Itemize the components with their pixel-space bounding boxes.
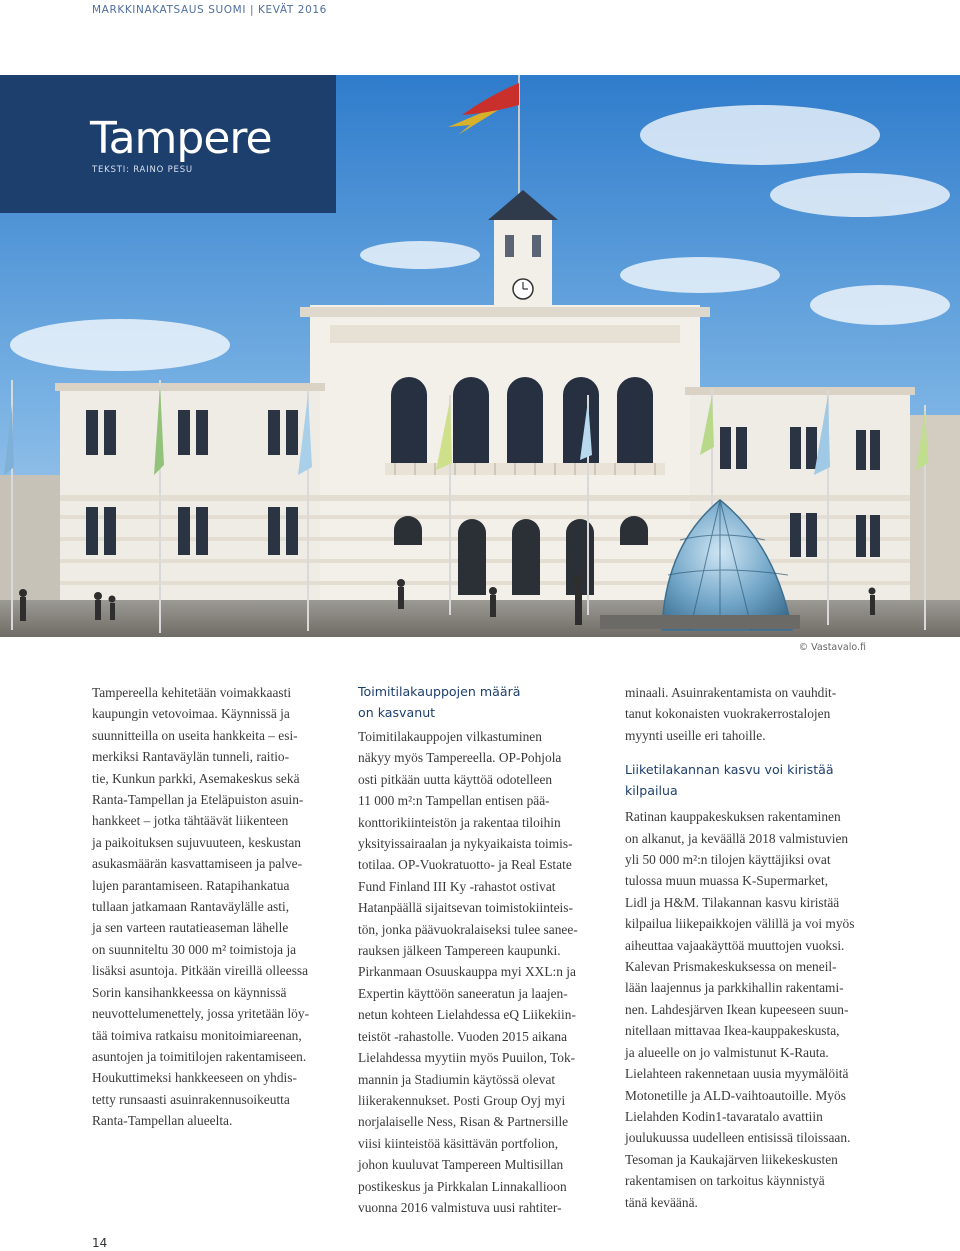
body-line: Expertin käyttöön saneeratun ja laajen- [358,985,568,1001]
body-line: johon kuuluvat Tampereen Multisillan [358,1157,564,1173]
body-line: tön, jonka päävuokralaiseksi tulee sanee- [358,921,578,937]
body-line: tanut kokonaisten vuokrakerrostalojen [625,706,831,722]
article-byline: TEKSTI: RAINO PESU [92,165,193,175]
body-line: konttorikiinteistön ja rakentaa tiloihin [358,814,561,830]
body-line: asukasmäärän kasvattamiseen ja palve- [92,856,303,872]
subhead-line: kilpailua [625,782,678,798]
body-line: näkyy myös Tampereella. OP-Pohjola [358,750,562,766]
body-line: lään laajennus ja parkkihallin rakentami- [625,980,844,996]
body-line: joulukuussa uudelleen entisissä tiloissaan. [625,1130,851,1146]
body-line: Fund Finland III Ky -rahastot ostivat [358,878,556,894]
body-line: on alkanut, ja keväällä 2018 valmistuvien [625,830,849,846]
running-head: MARKKINAKATSAUS SUOMI | KEVÄT 2016 [92,4,327,16]
body-line: asuntojen ja toimitilojen rakentamiseen. [92,1048,307,1064]
body-line: ja alueelle on jo valmistunut K-Rauta. [625,1044,829,1060]
body-line: Sorin kansihankkeessa on käynnissä [92,984,287,1000]
body-line: nen. Lahdesjärven Ikean kupeeseen suun- [625,1001,849,1017]
body-line: Tampereella kehitetään voimakkaasti [92,685,292,700]
body-line: neuvottelumenettely, jossa yritetään löy- [92,1006,310,1022]
body-line: Lielahteen rakennetaan uusia myymälöitä [625,1066,849,1082]
body-line: viisi kiinteistöä käsittävän portfolion, [358,1135,559,1151]
body-line: yksityissairaalan ja nykyaikaista toimis- [358,836,573,852]
body-line: Lielahden Kodin1-tavaratalo avattiin [625,1108,823,1124]
body-line: tää toimiva ratkaisu monitoimiareenan, [92,1027,302,1043]
body-line: vuonna 2016 valmistuva uusi rahtiter- [358,1199,562,1215]
article-title: Tampere [90,113,272,164]
body-line: osti pitkään uutta käyttöä odotelleen [358,771,553,787]
section-heading [625,760,875,801]
body-line: tänä keväänä. [625,1194,698,1210]
body-line: myynti useille eri tahoille. [625,727,766,743]
body-line: tulossa muun muassa K-Supermarket, [625,873,829,889]
body-line: on suunniteltu 30 000 m² toimistoja ja [92,941,297,957]
body-line: Lidl ja H&M. Tilakannan kasvu kiristää [625,894,840,910]
body-line: lisäksi asuntoja. Pitkään vireillä olleessa [92,963,309,979]
column-1 [92,682,338,1132]
subhead-line: Toimitilakauppojen määrä [358,684,521,699]
body-line: Ranta-Tampellan alueelta. [92,1113,233,1129]
body-line: nitellaan mittavaa Ikea-kauppakeskusta, [625,1023,840,1039]
body-line: Pirkanmaan Osuuskauppa myi XXL:n ja [358,964,576,980]
body-line: Ratinan kauppakeskuksen rakentaminen [625,809,841,825]
page-number: 14 [92,1236,108,1250]
body-line: kilpailua liikepaikkojen välillä ja voi myös [625,916,855,932]
body-line: ja sen varteen rautatieaseman lähelle [92,920,289,936]
body-line: aiheuttaa vajaakäyttöä muuttojen vuoksi. [625,937,845,953]
body-line: liikerakennukset. Posti Group Oyj myi [358,1092,566,1108]
body-line: teistöt -rahastolle. Vuoden 2015 aikana [358,1028,568,1044]
title-box [0,75,336,213]
body-line: ja paikoituksen sujuvuuteen, keskustan [92,834,302,850]
body-line: suunnitteilla on useita hankkeita – esi- [92,727,298,743]
body-line: hankkeet – jotka tähtäävät liikenteen [92,813,289,829]
body-line: tie, Kunkun parkki, Asemakeskus sekä [92,770,300,786]
body-line: Lielahdessa myytiin myös Puuilon, Tok- [358,1050,576,1066]
body-line: totilaa. OP-Vuokratuotto- ja Real Estate [358,857,572,873]
body-line: mannin ja Stadiumin käytössä olevat [358,1071,556,1087]
body-line: postikeskus ja Pirkkalan Linnakallioon [358,1178,567,1194]
body-line: Motonetille ja ALD-vaihtoautoille. Myös [625,1087,846,1103]
subhead-line: on kasvanut [358,704,436,720]
body-line: merkiksi Rantaväylän tunneli, raitio- [92,749,290,765]
subhead-line: Liiketilakannan kasvu voi kiristää [625,762,834,778]
body-line: Toimitilakauppojen vilkastuminen [358,729,542,744]
body-line: rakentamisen on tarkoitus käynnistyä [625,1173,825,1189]
column-3 [625,682,875,1213]
body-line: tullaan jatkamaan Rantaväylälle asti, [92,899,290,915]
body-line: tetty runsaasti asuinrakennusoikeutta [92,1091,290,1107]
body-line: Hatanpäällä sijaitsevan toimistokiinteis- [358,900,573,916]
body-line: Kalevan Prismakeskuksessa on meneil- [625,959,837,975]
body-line: yli 50 000 m²:n tilojen käyttäjiksi ovat [625,852,831,868]
body-line: minaali. Asuinrakentamista on vauhdit- [625,685,837,700]
body-line: netun kohteen Lielahdessa eQ Liikekiin- [358,1007,576,1023]
column-2 [358,682,606,1218]
body-line: Ranta-Tampellan ja Eteläpuiston asuin- [92,792,304,808]
body-line: norjalaiselle Ness, Risan & Partnersille [358,1114,569,1130]
section-heading [358,682,606,723]
body-line: 11 000 m²:n Tampellan entisen pää- [358,793,550,809]
photo-credit: © Vastavalo.fi [798,642,866,653]
body-line: Houkuttimeksi hankkeeseen on yhdis- [92,1070,297,1086]
body-line: rauksen jälkeen Tampereen kaupunki. [358,943,561,959]
body-line: lujen parantamiseen. Ratapihankatua [92,877,290,893]
body-line: Tesoman ja Kaukajärven liikekeskusten [625,1151,838,1167]
body-line: kaupungin vetovoimaa. Käynnissä ja [92,706,290,722]
